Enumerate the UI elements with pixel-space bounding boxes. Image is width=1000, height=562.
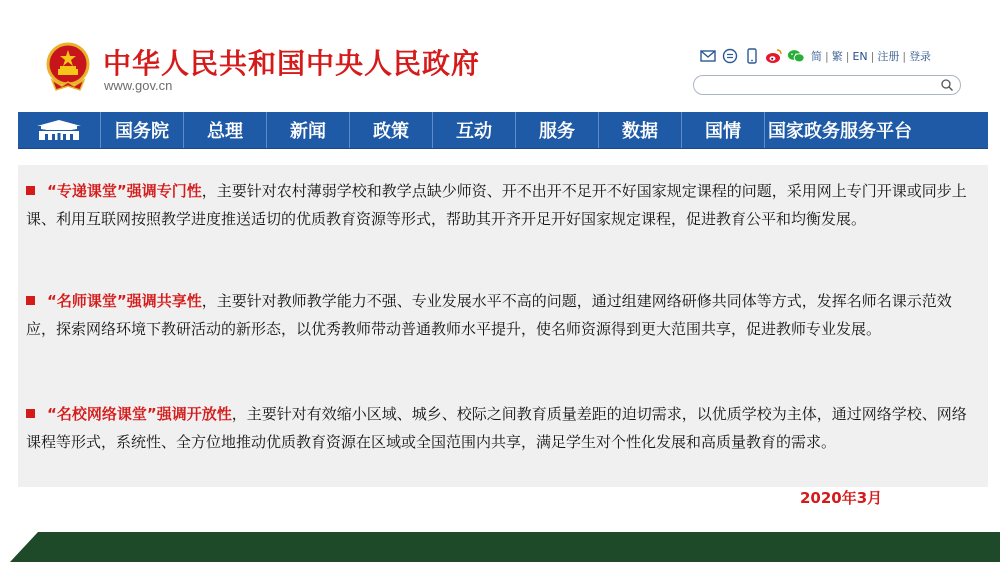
nav-item-services[interactable]: 服务 <box>516 112 599 148</box>
separator: | <box>845 49 850 63</box>
separator: | <box>902 49 907 63</box>
mail-icon[interactable] <box>699 47 717 65</box>
bullet-icon <box>26 409 35 418</box>
footer-band <box>0 532 1000 562</box>
lang-traditional-link[interactable]: 繁 <box>831 50 843 63</box>
publish-date: 2020年3月 <box>800 489 883 507</box>
paragraph-body: ，主要针对农村薄弱学校和教学点缺少师资、开不出开不足开不好国家规定课程的问题，采用网上专门开课或同步上课、利用互联网按照教学进度推送适切的优质教育资源等形式，帮助其开齐开足开好国家规定课程，促进教育公平和均衡发展。 <box>26 182 967 228</box>
paragraph-heading: “名校网络课堂”强调开放性 <box>47 405 232 423</box>
separator: | <box>870 49 875 63</box>
nav-item-premier[interactable]: 总理 <box>184 112 267 148</box>
nav-item-state-council[interactable]: 国务院 <box>101 112 184 148</box>
site-title[interactable]: 中华人民共和国中央人民政府 <box>103 47 481 80</box>
paragraph-famous-school <box>26 400 981 456</box>
paragraph-heading: “名师课堂”强调共享性 <box>47 292 202 310</box>
paragraph-body: ，主要针对教师教学能力不强、专业发展水平不高的问题，通过组建网络研修共同体等方式，发挥名师名课示范效应，探索网络环境下教研活动的新形态，以优秀教师带动普通教师水平提升，使名师资源得到更大范围共享，促进教师专业发展。 <box>26 292 952 338</box>
lang-english-link[interactable]: EN <box>852 49 868 63</box>
paragraph-master-teacher <box>26 287 981 343</box>
nav-item-policy[interactable]: 政策 <box>350 112 433 148</box>
nav-home-button[interactable] <box>18 112 101 148</box>
bullet-icon <box>26 186 35 195</box>
register-link[interactable]: 注册 <box>877 50 900 63</box>
search-icon[interactable] <box>940 78 954 92</box>
paragraph-heading: “专递课堂”强调专门性 <box>47 182 202 200</box>
lang-simplified-link[interactable]: 简 <box>811 50 822 63</box>
site-domain[interactable]: www.gov.cn <box>104 78 173 93</box>
main-nav <box>18 112 988 149</box>
weibo-icon[interactable] <box>765 47 783 65</box>
content-panel <box>18 165 988 487</box>
header <box>0 0 1000 108</box>
search-input[interactable] <box>693 75 961 95</box>
message-icon[interactable] <box>721 47 739 65</box>
nav-item-national-conditions[interactable]: 国情 <box>682 112 765 148</box>
nav-item-interaction[interactable]: 互动 <box>433 112 516 148</box>
nav-item-news[interactable]: 新闻 <box>267 112 350 148</box>
separator: | <box>825 49 829 63</box>
mobile-icon[interactable] <box>743 47 761 65</box>
paragraph-body: ，主要针对有效缩小区域、城乡、校际之间教育质量差距的迫切需求，以优质学校为主体，通过网络学校、网络课程等形式，系统性、全方位地推动优质教育资源在区域或全国范围内共享，满足学生对个性化发展和高质量教育的需求。 <box>26 405 967 451</box>
paragraph-special-delivery <box>26 177 981 233</box>
top-tools <box>699 47 931 65</box>
login-link[interactable]: 登录 <box>909 50 932 63</box>
national-emblem-icon[interactable] <box>46 42 90 94</box>
nav-item-data[interactable]: 数据 <box>599 112 682 148</box>
tiananmen-icon <box>33 117 85 143</box>
nav-item-gov-service-platform[interactable]: 国家政务服务平台 <box>768 121 912 142</box>
bullet-icon <box>26 296 35 305</box>
wechat-icon[interactable] <box>787 47 805 65</box>
